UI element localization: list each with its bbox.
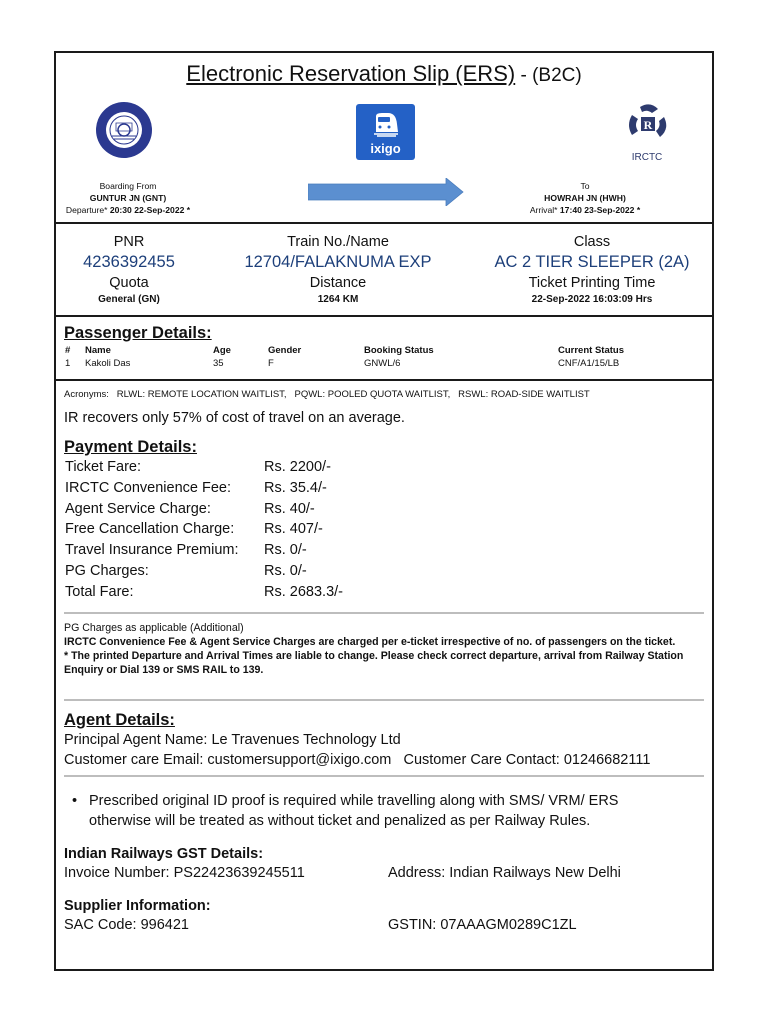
section-divider bbox=[56, 315, 712, 317]
direction-arrow-icon bbox=[308, 178, 464, 206]
train-block: Train No./Name 12704/FALAKNUMA EXP Distance 1264 KM bbox=[226, 232, 450, 307]
section-divider bbox=[56, 379, 712, 381]
class-value: AC 2 TIER SLEEPER (2A) bbox=[494, 253, 690, 271]
principal-agent: Principal Agent Name: Le Travenues Technology Ltd bbox=[64, 732, 401, 748]
irctc-emblem-icon bbox=[626, 103, 670, 145]
gst-details bbox=[64, 845, 704, 935]
sac-code: SAC Code: 996421 bbox=[64, 917, 189, 933]
distance-value: 1264 KM bbox=[317, 294, 359, 305]
ixigo-logo: ixigo bbox=[356, 104, 415, 160]
customer-care: Customer care Email: customersupport@ixigo.com Customer Care Contact: 01246682111 bbox=[64, 752, 651, 768]
agent-details-heading: Agent Details: bbox=[64, 711, 175, 729]
svg-text:R: R bbox=[643, 118, 653, 132]
train-icon bbox=[370, 112, 400, 138]
payment-details-heading: Payment Details: bbox=[64, 438, 197, 456]
table-row: 1 Kakoli Das 35 F GNWL/6 CNF/A1/15/LB bbox=[65, 358, 620, 369]
quota-value: General (GN) bbox=[98, 294, 160, 305]
section-divider bbox=[56, 222, 712, 224]
pnr-block: PNR 4236392455 Quota General (GN) bbox=[56, 232, 202, 307]
ers-slip: Electronic Reservation Slip (ERS) - (B2C) ixigo R IRCTC Boarding From GUNTUR JN (GNT) Departure* 20:30 22-Sep-2022 * To HOWRAH JN (HWH) Arrival* 17:40 23-Sep-2022 * PNR 4236392455 Quota General (GN) Train No./Name 12704/FALAKNUMA EXP Distance 1264 KM Class AC 2 TIER SLEEPER (2A) Ticket Printing Time 22-Sep-2022 16:03:09 Hrs Passenger Details: # Name Age Gender Booking Status Current Status 1 Kakoli Das 35 F GNWL/6 CNF/A1/15/LB Acronyms: RLWL: REMOTE LOCATION WAITLIST, PQWL: POOLED QUOTA WAITLIST, RSWL: ROAD-SIDE WAITLIST IR recovers only 57% of cost of travel on an average. Payment Details: Ticket Fare: Rs. 2200/- IRCTC Convenience Fee: Rs. 35.4/- Agent Service Charge: Rs. 40/- Free Cancellation Charge: Rs. 407/- Travel Insurance Premium: Rs. 0/- PG Charges: Rs. 0/- Total Fare: Rs. 2683.3/- PG Charges as applicable (Additional) IRCTC Convenience Fee & Agent Service Charges are charged per e-ticket irrespective of no. of passengers on the ticket. * The printed Departure and Arrival Times are liable to change. Please check correct departure, arrival from Railway Station Enquiry or Dial 139 or SMS RAIL to 139. Agent Details: Principal Agent Name: Le Travenues Technology Ltd Customer care Email: customersupport@ixigo.com Customer Care Contact: 01246682111 • Prescribed original ID proof is required while travelling along with SMS/ VRM/ ERS otherwise will be treated as without ticket and penalized as per Railway Rules. Indian Railways GST Details: Invoice Number: PS22423639245511 Address: Indian Railways New Delhi Supplier Information: SAC Code: 996421 GSTIN: 07AAAGM0289C1ZL bbox=[54, 51, 714, 971]
address: Address: Indian Railways New Delhi bbox=[388, 865, 621, 881]
passenger-table bbox=[64, 345, 704, 371]
indian-railways-logo bbox=[94, 101, 154, 159]
passenger-details-heading: Passenger Details: bbox=[64, 324, 212, 342]
acronyms-legend: Acronyms: RLWL: REMOTE LOCATION WAITLIST, PQWL: POOLED QUOTA WAITLIST, RSWL: ROAD-SIDE WAITLIST bbox=[64, 389, 590, 400]
gstin: GSTIN: 07AAAGM0289C1ZL bbox=[388, 917, 577, 933]
boarding-from: Boarding From GUNTUR JN (GNT) Departure* 20:30 22-Sep-2022 * bbox=[65, 181, 191, 215]
train-value: 12704/FALAKNUMA EXP bbox=[244, 253, 432, 271]
divider bbox=[64, 612, 704, 614]
bullet-icon: • bbox=[72, 793, 78, 809]
indian-railways-emblem-icon bbox=[94, 101, 154, 159]
divider bbox=[64, 699, 704, 701]
id-proof-notice: • Prescribed original ID proof is required while travelling along with SMS/ VRM/ ERS otherwise will be treated as without ticket and penalized as per Railway Rules. bbox=[72, 793, 619, 829]
cost-recovery-note: IR recovers only 57% of cost of travel on an average. bbox=[64, 410, 405, 426]
print-time-value: 22-Sep-2022 16:03:09 Hrs bbox=[531, 294, 653, 305]
document-title: Electronic Reservation Slip (ERS) - (B2C) bbox=[186, 61, 582, 86]
supplier-heading: Supplier Information: bbox=[64, 898, 211, 914]
irctc-logo: R IRCTC bbox=[622, 103, 672, 163]
gst-heading: Indian Railways GST Details: bbox=[64, 846, 264, 862]
class-block: Class AC 2 TIER SLEEPER (2A) Ticket Printing Time 22-Sep-2022 16:03:09 Hrs bbox=[480, 232, 704, 307]
charges-notes: PG Charges as applicable (Additional) IRCTC Convenience Fee & Agent Service Charges are charged per e-ticket irrespective of no. of passengers on the ticket. * The printed Departure and Arrival Times are liable to change. Please check correct departure, arrival from Railway Station Enquiry or Dial 139 or SMS RAIL to 139. bbox=[64, 622, 684, 676]
destination-to: To HOWRAH JN (HWH) Arrival* 17:40 23-Sep-2022 * bbox=[529, 181, 641, 215]
pnr-value: 4236392455 bbox=[83, 253, 175, 271]
invoice-number: Invoice Number: PS22423639245511 bbox=[64, 865, 305, 881]
agent-details bbox=[64, 710, 650, 770]
table-header: # Name Age Gender Booking Status Current Status bbox=[65, 345, 624, 356]
divider bbox=[64, 775, 704, 777]
